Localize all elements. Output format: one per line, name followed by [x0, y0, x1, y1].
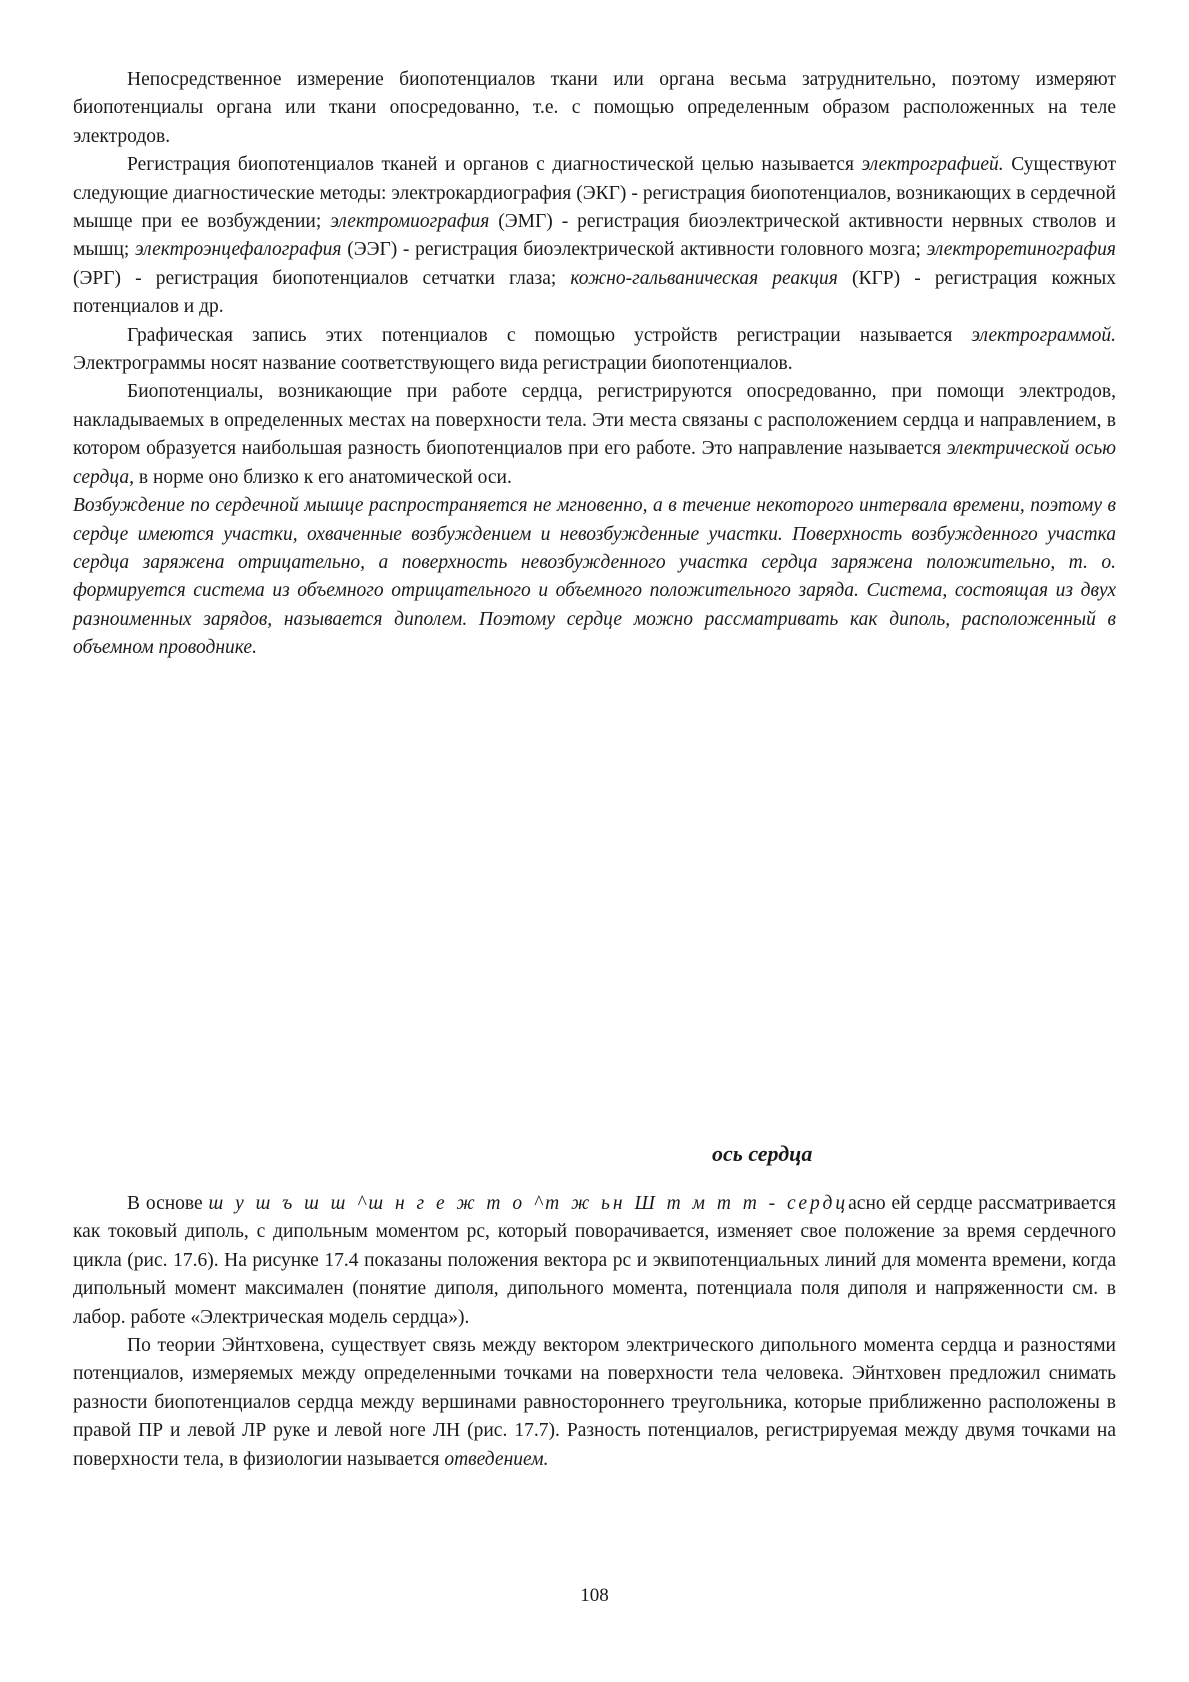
- figure-area-blank: [73, 770, 1116, 1140]
- text-block-top: [73, 66, 1116, 663]
- paragraph-5-italic: Возбуждение по сердечной мышце распространяется не мгновенно, а в течение некоторого интервала времени, поэтому в сердце имеются участки, охваченные возбуждением и невозбужденные участки. Поверхность возбужденного участка сердца заряжена отрицательно, а поверхность невозбужденного участка сердца заряжена положительно, т. о. формируется система из объемного отрицательного и объемного положительного заряда. Система, состоящая из двух разноименных зарядов, называется диполем. Поэтому сердце можно рассматривать как диполь, расположенный в объемном проводнике.: [73, 495, 1116, 659]
- paragraph-4: Биопотенциалы, возникающие при работе сердца, регистрируются опосредованно, при помощи электродов, накладываемых в определенных местах на поверхности тела. Эти места связаны с расположением сердца и направлением, в котором образуется наибольшая разность биопотенциалов при его работе. Это направление называется электрической осью сердца, в норме оно близко к его анатомической оси.: [73, 381, 1117, 488]
- term-electrogram: электрограммой.: [971, 324, 1116, 346]
- garbled-text: ш у ш ъ ш ш ^ш н г е ж т о ^т ж ьн Ш т м т т - сердц: [208, 1193, 849, 1214]
- term-electrical-axis: электрической осью сердца,: [73, 438, 1117, 488]
- text-block-bottom: [73, 1190, 1116, 1474]
- paragraph-1: Непосредственное измерение биопотенциалов ткани или органа весьма затруднительно, поэтому измеряют биопотенциалы органа или ткани опосредованно, т.е. с помощью определенным образом расположенных на теле электродов.: [73, 69, 1116, 147]
- paragraph-3: Графическая запись этих потенциалов с помощью устройств регистрации называется электрограммой. Электрограммы носят название соответствующего вида регистрации биопотенциалов.: [73, 324, 1116, 375]
- page-number: 108: [580, 1585, 609, 1606]
- term-electrography: электрографией.: [861, 154, 1004, 176]
- term-electromyography: электромиография: [330, 211, 490, 233]
- paragraph-7: По теории Эйнтховена, существует связь между вектором электрического дипольного момента сердца и разностями потенциалов, измеряемых между определенными точками на поверхности тела человека. Эйнтховен предложил снимать разности биопотенциалов сердца между вершинами равностороннего треугольника, которые приближенно расположены в правой ПР и левой ЛР руке и левой ноге ЛН (рис. 17.7). Разность потенциалов, регистрируемая между двумя точками на поверхности тела, в физиологии называется отведением.: [73, 1335, 1116, 1470]
- term-lead: отведением.: [444, 1448, 549, 1470]
- figure-caption: ось сердца: [712, 1141, 813, 1166]
- term-electroencephalography: электроэнцефалография: [135, 239, 342, 261]
- term-electroretinography: электроретинография: [926, 239, 1116, 261]
- paragraph-6: В основе ш у ш ъ ш ш ^ш н г е ж т о ^т ж ьн Ш т м т т - сердцасно ей сердце рассматривается как токовый диполь, с дипольным моментом pc, который поворачивается, изменяет свое положение за время сердечного цикла (рис. 17.6). На рисунке 17.4 показаны положения вектора pc и эквипотенциальных линий для момента времени, когда дипольный момент максимален (понятие диполя, дипольного момента, потенциала поля диполя и напряженности см. в лабор. работе «Электрическая модель сердца»).: [73, 1193, 1116, 1328]
- paragraph-2: Регистрация биопотенциалов тканей и органов с диагностической целью называется электрографией. Существуют следующие диагностические методы: электрокардиография (ЭКГ) - регистрация биопотенциалов, возникающих в сердечной мышце при ее возбуждении; электромиография (ЭМГ) - регистрация биоэлектрической активности нервных стволов и мышц; электроэнцефалография (ЭЭГ) - регистрация биоэлектрической активности головного мозга; электроретинография (ЭРГ) - регистрация биопотенциалов сетчатки глаза; кожно-гальваническая реакция (КГР) - регистрация кожных потенциалов и др.: [73, 154, 1116, 318]
- term-galvanic-skin-response: кожно-гальваническая реакция: [570, 267, 838, 289]
